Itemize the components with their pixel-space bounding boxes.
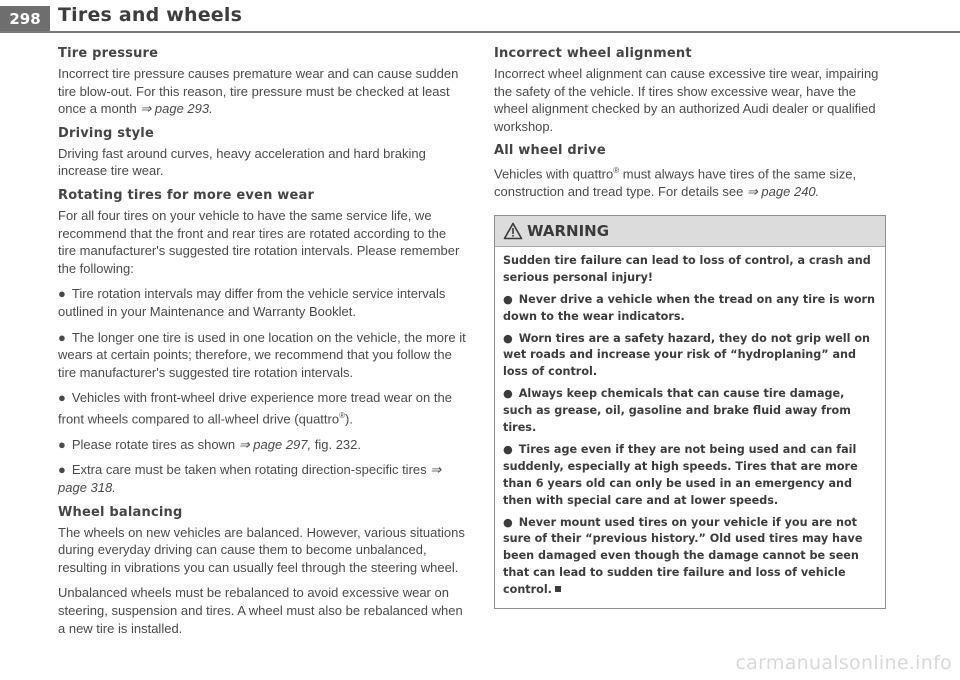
warning-item-text: Never drive a vehicle when the tread on any tire is worn down to the wear indicators. — [503, 292, 875, 323]
bullet-icon: ● — [58, 390, 66, 406]
balancing-paragraph-2: Unbalanced wheels must be rebalanced to avoid excessive wear on steering, suspension and tires. A wheel must also be rebalanced when a new tire is installed. — [58, 585, 463, 636]
warning-item-text: Never mount used tires on your vehicle if you are not sure of their “previous history.” Old used tires may have been damaged even though the damage cannot be seen that can lead to sudden tire failure and loss of vehicle control. — [503, 515, 863, 597]
awd-text: must always have tires of the same size, construction and tread type. For details see — [494, 166, 857, 200]
alignment-paragraph: Incorrect wheel alignment can cause excessive tire wear, impairing the safety of the vehicle. If tires show excessive wear, have the wheel alignment checked by an authorized Audi dealer or qualified workshop. — [494, 66, 879, 134]
warning-triangle-icon — [503, 222, 523, 240]
page-reference-link[interactable]: ⇒ page 293. — [140, 101, 213, 117]
warning-item-text: Tires age even if they are not being used and can fail suddenly, especially at high speeds. Tires that are more than 6 years old can only be used in an emergency and then with special care and at lower speeds. — [503, 442, 858, 507]
page-reference-link[interactable]: ⇒ page 297, — [238, 436, 312, 452]
watermark: carmanualsonline.info — [735, 652, 952, 674]
warning-intro: Sudden tire failure can lead to loss of control, a crash and serious personal injury! — [503, 253, 871, 284]
header-rule — [0, 31, 960, 33]
tire-pressure-text: Incorrect tire pressure causes premature wear and can cause sudden tire blow-out. For this reason, tire pressure must be checked at least once a month — [58, 66, 459, 117]
warning-item — [503, 331, 877, 382]
left-column — [58, 46, 466, 645]
right-column — [494, 46, 886, 609]
running-header: Tires and wheels — [58, 4, 243, 26]
tire-pressure-paragraph — [58, 65, 466, 118]
list-item — [58, 436, 466, 454]
bullet-icon: ● — [503, 515, 513, 529]
list-item — [58, 389, 466, 428]
warning-title: WARNING — [527, 221, 610, 240]
warning-header — [495, 216, 885, 247]
bullet-icon: ● — [503, 292, 513, 306]
bullet-icon: ● — [58, 286, 66, 302]
registered-mark: ® — [613, 166, 620, 176]
section-heading-rotating-tires: Rotating tires for more even wear — [58, 187, 315, 203]
section-heading-wheel-balancing: Wheel balancing — [58, 504, 183, 520]
page-reference-link[interactable]: ⇒ page 240. — [746, 184, 820, 200]
bullet-icon: ● — [503, 442, 513, 456]
bullet-icon: ● — [58, 436, 66, 452]
bullet-icon: ● — [58, 329, 66, 345]
warning-item — [503, 386, 877, 437]
warning-item — [503, 442, 877, 510]
driving-style-paragraph: Driving fast around curves, heavy acceleration and hard braking increase tire wear. — [58, 145, 426, 179]
warning-body — [495, 247, 885, 608]
list-item — [58, 285, 466, 320]
awd-text: Vehicles with quattro — [494, 166, 614, 182]
section-heading-tire-pressure: Tire pressure — [58, 46, 159, 61]
warning-item — [503, 515, 877, 600]
list-item-text: Extra care must be taken when rotating direction-specific tires — [71, 462, 431, 478]
awd-paragraph — [494, 162, 886, 201]
list-item-text: Tire rotation intervals may differ from the vehicle service intervals outlined in your Maintenance and Warranty Booklet. — [58, 286, 446, 319]
rotating-intro-paragraph: For all four tires on your vehicle to have the same service life, we recommend that the front and rear tires are rotated according to the tire manufacturer's suggested tire rotation intervals. Please remember the following: — [58, 207, 460, 276]
page-reference-link[interactable]: ⇒ page 318. — [58, 462, 442, 496]
registered-mark: ® — [339, 410, 345, 420]
warning-item-text: Worn tires are a safety hazard, they do not grip well on wet roads and increase your risk of “hydroplaning” and loss of control. — [503, 331, 871, 379]
list-item — [58, 329, 466, 382]
bullet-icon: ● — [503, 387, 513, 401]
page-number: 298 — [0, 6, 50, 32]
list-item-text: Please rotate tires as shown — [71, 436, 239, 452]
warning-box — [494, 215, 886, 609]
list-item-text: ). — [345, 411, 353, 427]
list-item-text: Vehicles with front-wheel drive experience more tread wear on the front wheels compared to all-wheel drive (quattro — [58, 390, 452, 427]
bullet-icon: ● — [503, 331, 513, 345]
list-item-text: The longer one tire is used in one location on the vehicle, the more it wears at certain points; therefore, we recommend that you follow the tire manufacturer's suggested tire rotation intervals. — [58, 329, 466, 380]
list-item — [58, 461, 466, 496]
section-heading-all-wheel-drive: All wheel drive — [494, 143, 606, 159]
bullet-icon: ● — [58, 462, 66, 478]
warning-item-text: Always keep chemicals that can cause tire damage, such as grease, oil, gasoline and brake fluid away from tires. — [503, 387, 851, 435]
section-heading-driving-style: Driving style — [58, 125, 154, 141]
list-item-text: fig. 232. — [311, 436, 361, 452]
balancing-paragraph-1: The wheels on new vehicles are balanced. However, various situations during everyday driving can cause them to become unbalanced, resulting in vibrations you can usually feel through the steering wheel. — [58, 524, 465, 575]
end-of-section-icon — [555, 586, 561, 592]
warning-item — [503, 292, 877, 326]
section-heading-wheel-alignment: Incorrect wheel alignment — [494, 46, 692, 61]
